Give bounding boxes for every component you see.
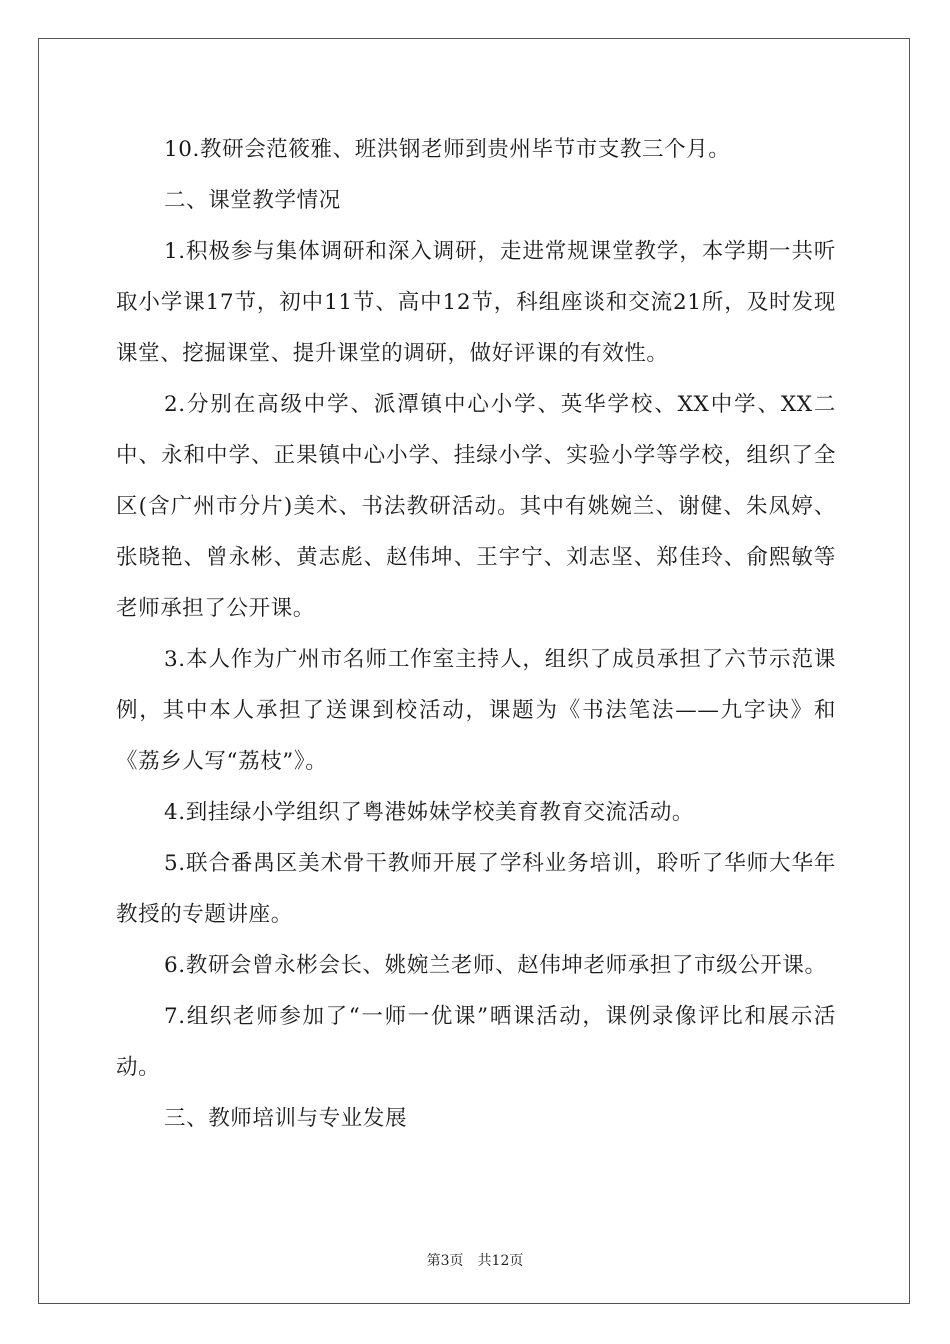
paragraph-item-2-teaching-activities: 2.分别在高级中学、派潭镇中心小学、英华学校、XX中学、XX二中、永和中学、正果镇中心小学、挂绿小学、实验小学等学校，组织了全区(含广州市分片)美术、书法教研活动。其中有姚婉兰、谢健、朱凤婷、张晓艳、曾永彬、黄志彪、赵伟坤、王宇宁、刘志坚、郑佳玲、俞熙敏等老师承担了公开课。 [116, 392, 836, 621]
paragraph-item-7-lesson-sharing: 7.组织老师参加了“一师一优课”晒课活动，课例录像评比和展示活动。 [116, 1004, 836, 1080]
page-number: 第3页 [426, 1253, 464, 1269]
document-body [116, 124, 836, 1144]
section-heading-teacher-training: 三、教师培训与专业发展 [164, 1106, 408, 1131]
paragraph-item-4-exchange: 4.到挂绿小学组织了粤港姊妹学校美育教育交流活动。 [164, 800, 695, 825]
paragraph-item-1-research: 1.积极参与集体调研和深入调研，走进常规课堂教学，本学期一共听取小学课17节，初中11节、高中12节，科组座谈和交流21所，及时发现课堂、挖掘课堂、提升课堂的调研，做好评课的有效性。 [116, 239, 836, 366]
paragraph-item-5-training: 5.联合番禺区美术骨干教师开展了学科业务培训，聆听了华师大华年教授的专题讲座。 [116, 851, 836, 927]
paragraph-item-6-public-lessons: 6.教研会曾永彬会长、姚婉兰老师、赵伟坤老师承担了市级公开课。 [164, 953, 827, 978]
page-total: 共12页 [477, 1253, 524, 1269]
section-heading-classroom-teaching: 二、课堂教学情况 [164, 188, 341, 213]
paragraph-item-3-studio-host: 3.本人作为广州市名师工作室主持人，组织了成员承担了六节示范课例，其中本人承担了送课到校活动，课题为《书法笔法——九字诀》和《荔乡人写“荔枝”》。 [116, 647, 836, 774]
paragraph-item-10-supporting-teaching: 10.教研会范筱雅、班洪钢老师到贵州毕节市支教三个月。 [164, 137, 731, 162]
page-footer [0, 1250, 950, 1270]
